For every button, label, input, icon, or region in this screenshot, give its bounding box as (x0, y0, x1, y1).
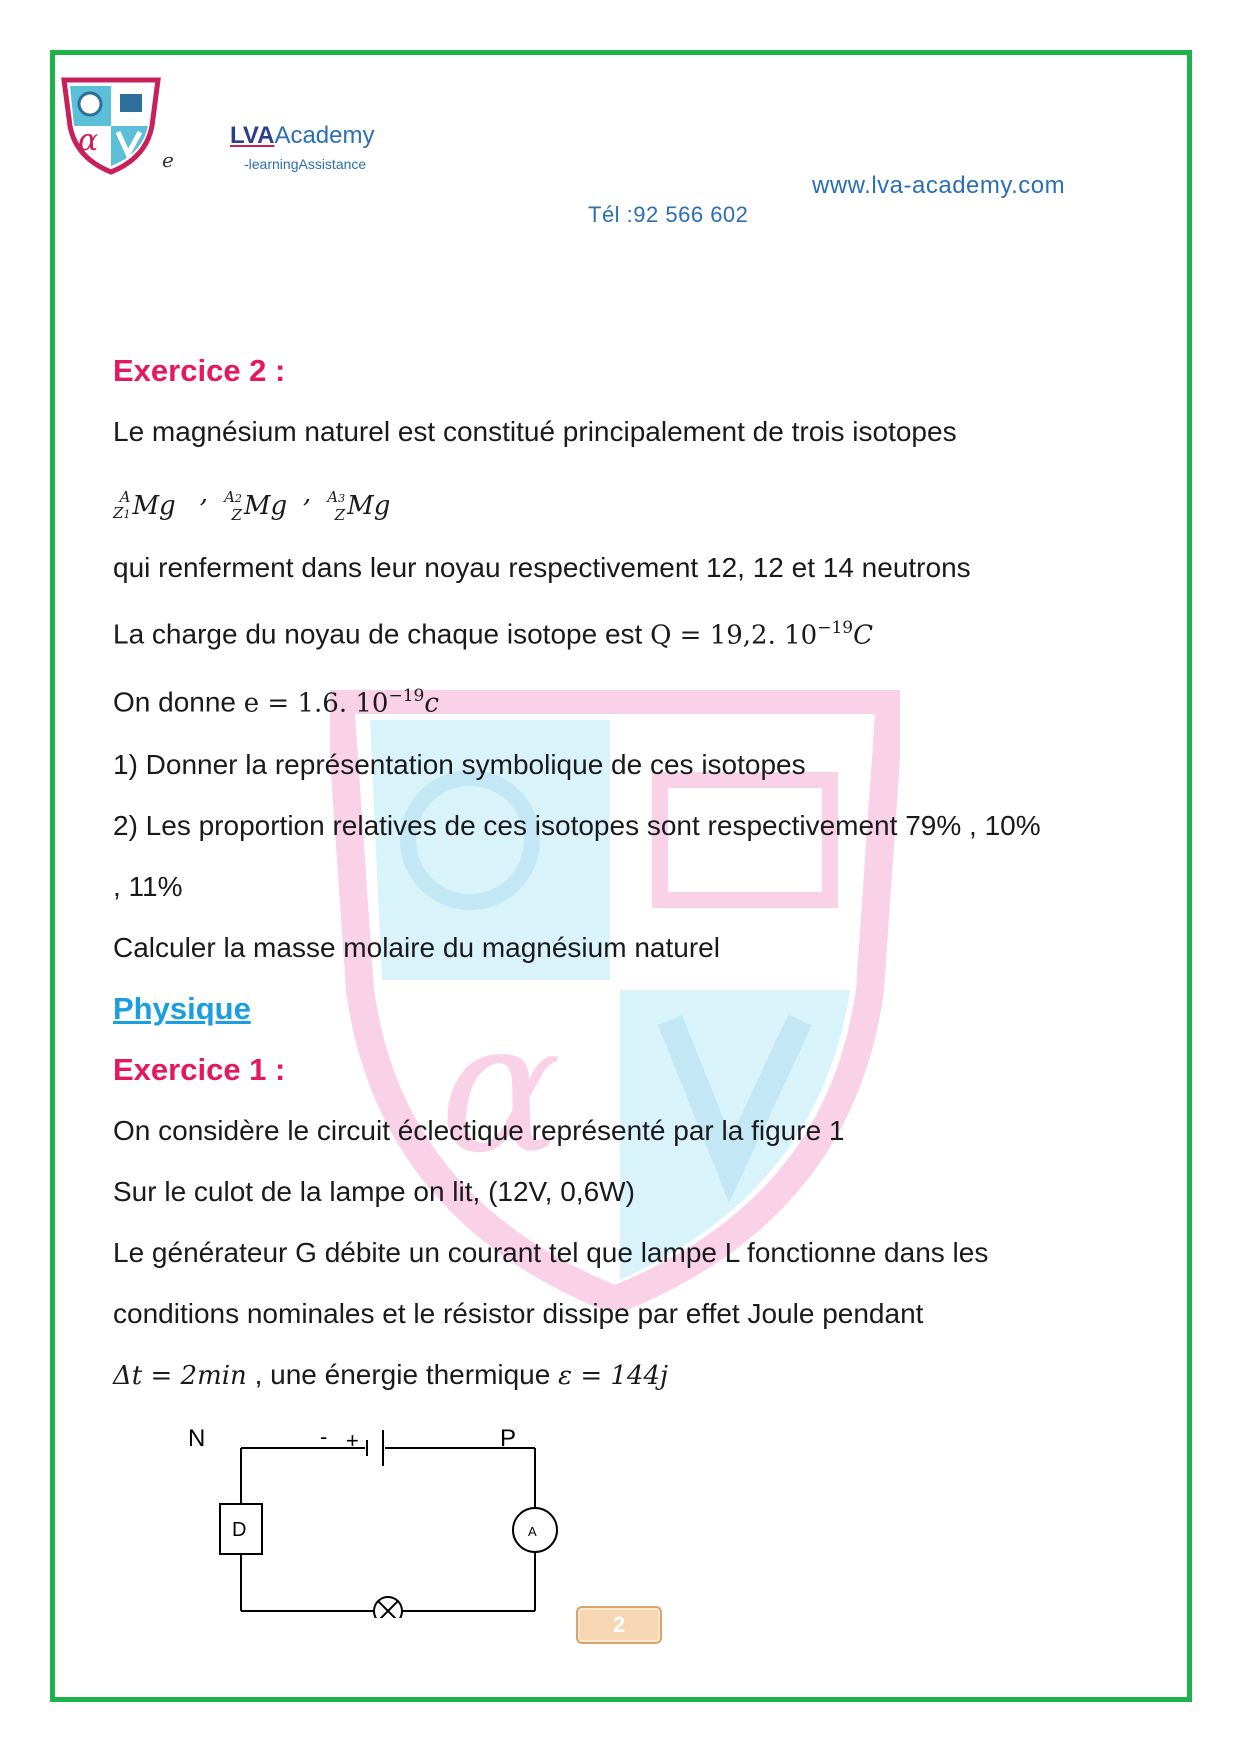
document-body (113, 340, 1133, 1407)
brand-academy: Academy (274, 122, 375, 149)
isotope-1: A Z1 Mg (113, 488, 176, 522)
physics-line-3: Le générateur G débite un courant tel que lampe L fonctionne dans les (113, 1237, 989, 1269)
label-plus: + (346, 1428, 359, 1453)
physics-line-5: Δt = 2min , une énergie thermique ε = 144j (113, 1359, 669, 1392)
website-link[interactable]: www.lva-academy.com (812, 172, 1066, 199)
elementary-charge-line: On donne e = 1.6. $10^{-19}c$ (113, 685, 439, 719)
exercise-2-title: Exercice 2 : (113, 353, 286, 388)
isotopes-line: A Z1 Mg , A2 Z Mg , A3 Z Mg (113, 462, 1133, 537)
charge-line: La charge du noyau de chaque isotope est Q = 19,2. $10^{-19}C$ (113, 617, 874, 650)
isotope-3: A3 Z Mg (327, 488, 391, 524)
physics-line-1: On considère le circuit éclectique représenté par la figure 1 (113, 1115, 845, 1147)
academy-logo (56, 76, 166, 176)
label-minus: - (320, 1424, 328, 1449)
label-ammeter: A (528, 1524, 537, 1539)
neutrons-line: qui renferment dans leur noyau respectivement 12, 12 et 14 neutrons (113, 551, 971, 583)
svg-text:α: α (78, 123, 99, 158)
physics-section-title: Physique (113, 991, 251, 1027)
svg-text:α: α (440, 984, 562, 1193)
label-p: P (500, 1425, 517, 1452)
page-number-badge: 2 (576, 1606, 662, 1644)
label-n: N (188, 1425, 206, 1452)
ex2-intro-line: Le magnésium naturel est constitué principalement de trois isotopes (113, 416, 957, 447)
phone-number: Tél :92 566 602 (588, 202, 749, 227)
physics-line-4: conditions nominales et le résistor dissipe par effet Joule pendant (113, 1298, 924, 1330)
isotope-2: A2 Z Mg (224, 488, 288, 524)
brand-name (230, 122, 374, 150)
lamp (374, 1597, 402, 1618)
question-1: 1) Donner la représentation symbolique de ces isotopes (113, 749, 806, 781)
brand-subtitle: -learningAssistance (244, 156, 367, 172)
label-d: D (232, 1519, 247, 1541)
brand-lva: LVA (230, 122, 275, 149)
physics-exercise-1-title: Exercice 1 : (113, 1052, 286, 1088)
question-2: 2) Les proportion relatives de ces isotopes sont respectivement 79% , 10% (113, 810, 1041, 842)
question-2-continued: , 11% (113, 871, 183, 903)
circuit-diagram (170, 1418, 610, 1618)
question-3: Calculer la masse molaire du magnésium naturel (113, 932, 720, 964)
physics-line-2: Sur le culot de la lampe on lit, (12V, 0,6W) (113, 1176, 635, 1208)
logo-e-letter: e (162, 148, 174, 172)
